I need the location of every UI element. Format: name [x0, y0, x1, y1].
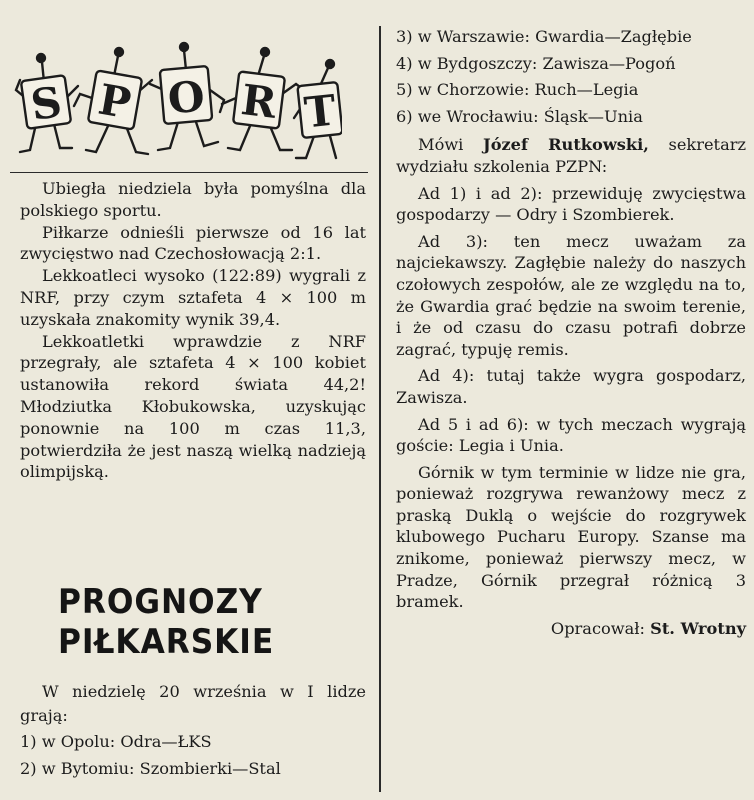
prediction-paragraph: Ad 3): ten mecz uważam za najciekawszy. Zagłębie należy do naszych czołowych zespołów, ale ze względu na to, że Gwardia grać będzie na swoim terenie, i że od czasu do czasu potrafi dobrze zagrać, typuję remis. — [396, 231, 746, 359]
prediction-paragraph: Ad 4): tutaj także wygra gospodarz, Zawisza. — [396, 366, 746, 407]
logo-figure-p — [74, 48, 152, 154]
logo-letter-s: S — [27, 77, 65, 130]
author-signature: Opracował: St. Wrotny — [550, 618, 746, 638]
prediction-paragraph: Górnik w tym terminie w lidze nie gra, ponieważ rozgrywa rewanżowy mecz z praską Duklą o wejście do rozgrywek klubowego Pucharu Europy. Szanse ma znikome, ponieważ pierwszy mecz, w Pradze, Górnik przegrał różnicą 3 bramek. — [396, 462, 746, 612]
logo-figure-t — [294, 60, 342, 158]
prediction-paragraph: Ad 1) i ad 2): przewiduję zwycięstwa gospodarzy — Odry i Szombierek. — [396, 183, 746, 225]
headline-line: PIŁKARSKIE — [58, 622, 275, 662]
fixtures-intro: W niedzielę 20 września w I lidze grają: — [20, 682, 366, 725]
logo-letter-p: P — [94, 74, 135, 129]
intro-article — [20, 178, 366, 483]
fixture-item: 4) w Bydgoszczy: Zawisza—Pogoń — [396, 53, 676, 73]
fixture-item: 3) w Warszawie: Gwardia—Zagłębie — [396, 27, 692, 46]
logo-figure-r — [222, 48, 304, 150]
sport-logo-illustration — [14, 40, 342, 170]
intro-paragraph: Lekkoatletki wprawdzie z NRF przegrały, ale sztafeta 4 × 100 kobiet ustanowiła rekord świata 44,2! Młodziutka Kłobukowska, uzyskując ponownie na 100 m czas 11,3, potwierdziła że jest naszą wielką nadzieją olimpijską. — [20, 331, 366, 482]
fixture-item: 1) w Opolu: Odra—ŁKS — [20, 732, 212, 751]
logo-figure-o — [150, 43, 224, 150]
right-column — [396, 26, 746, 644]
intro-paragraph: Piłkarze odnieśli pierwsze od 16 lat zwycięstwo nad Czechosłowacją 2:1. — [20, 222, 366, 264]
logo-letter-t: T — [302, 85, 339, 138]
intro-paragraph: Ubiegła niedziela była pomyślna dla polskiego sportu. — [20, 179, 366, 220]
logo-letter-o: O — [165, 71, 207, 124]
author-name: St. Wrotny — [650, 618, 746, 638]
prediction-paragraph: Ad 5 i ad 6): w tych meczach wygrają goście: Legia i Unia. — [396, 414, 746, 456]
fixture-item: 2) w Bytomiu: Szombierki—Stal — [20, 758, 281, 778]
fixtures-list-left — [20, 680, 366, 780]
intro-paragraph: Lekkoatleci wysoko (122:89) wygrali z NRF, przy czym sztafeta 4 × 100 m uzyskała znakomity wynik 39,4. — [20, 266, 366, 329]
fixture-item: 5) w Chorzowie: Ruch—Legia — [396, 80, 639, 100]
fixture-item: 6) we Wrocławiu: Śląsk—Unia — [396, 106, 643, 126]
logo-figure-s — [16, 54, 78, 152]
logo-letter-r: R — [238, 75, 280, 128]
headline — [58, 582, 334, 662]
logo-divider-rule — [10, 172, 368, 173]
speaker-name: Józef Rutkowski, — [483, 135, 649, 155]
headline-line: PROGNOZY — [58, 582, 263, 622]
speaker-intro: Mówi Józef Rutkowski, sekretarz wydziału szkolenia PZPN: — [396, 135, 746, 176]
column-divider-rule — [379, 26, 381, 792]
